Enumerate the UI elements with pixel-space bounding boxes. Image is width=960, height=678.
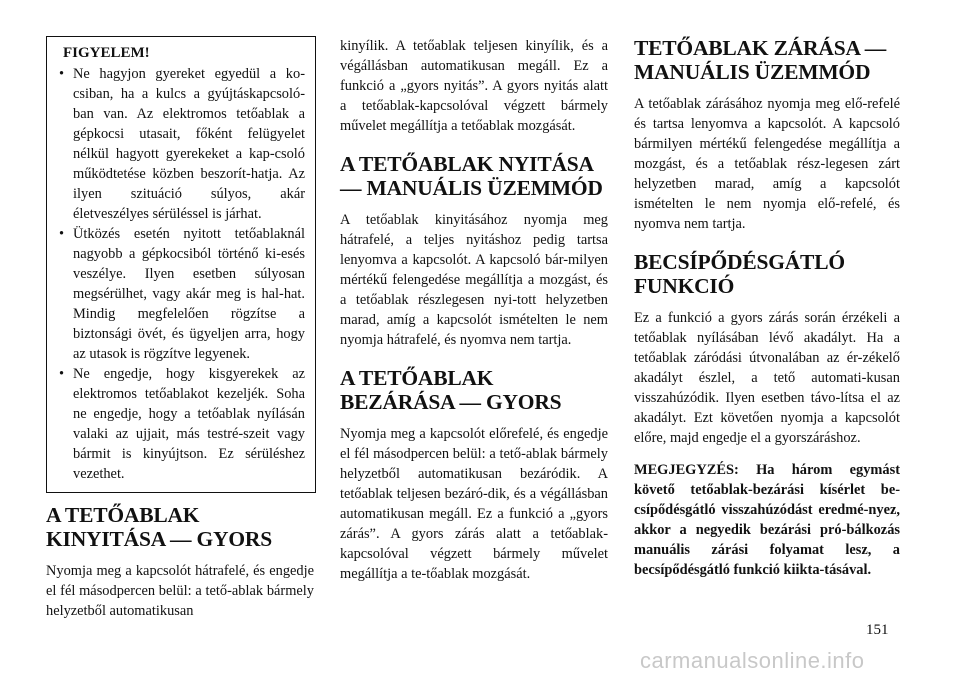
page-number: 151 bbox=[866, 622, 889, 638]
watermark-text: carmanualsonline.info bbox=[640, 648, 865, 673]
note-paragraph: MEGJEGYZÉS: Ha három egymást követő tetőablak-bezárási kísérlet be-csípődésgátló visszahúzódást eredmé-nyez, akkor a negyedik bezárási pró-bálkozás manuális zárási folyamat lesz, a becsípődésgátló funkció kiikta-tásával. bbox=[634, 462, 900, 578]
column-middle bbox=[340, 36, 608, 584]
warning-list bbox=[59, 64, 305, 484]
section-body-close-express: Nyomja meg a kapcsolót előrefelé, és engedje el fél másodpercen belül: a tető-ablak bármely helyzetből automatikusan bezáródik. A tetőablak teljesen bezáró-dik, és a végállásban automatikusan megáll. Ez a funkció a „gyors zárás”. A gyors zárás alatt a tetőablak-kapcsolóval végzett bármely művelet megállítja a te-tőablak mozgását. bbox=[340, 426, 608, 582]
section-heading-close-express: A TETŐABLAK BEZÁRÁSA — GYORS bbox=[340, 366, 562, 414]
section-heading-pinch: BECSÍPŐDÉSGÁTLÓ FUNKCIÓ bbox=[634, 250, 845, 298]
warning-title: FIGYELEM! bbox=[63, 45, 150, 61]
section-body-close-manual: A tetőablak zárásához nyomja meg elő-refelé és tartsa lenyomva a kapcsolót. A kapcsoló bármilyen mértékű felengedése megállítja a mozgást, és a tetőablak rész-legesen zárt helyzetben marad, amíg a kapcsolót ismételten le nem nyomja elő-refelé, és nyomva nem tartja. bbox=[634, 96, 900, 232]
section-heading-open-express: A TETŐABLAK KINYITÁSA — GYORS bbox=[46, 503, 272, 551]
section-body-pinch: Ez a funkció a gyors zárás során érzékeli a tetőablak nyílásában lévő akadályt. Ha a tetőablak záródási útvonalában az ér-zékelő akadályt észlel, a tető automati-kusan visszahúzódik. Ilyen esetben távo-lítsa el az akadályt. Ezt követően nyomja a kapcsolót előre, majd engedje el a gyorszáráshoz. bbox=[634, 310, 900, 446]
section-heading-open-manual: A TETŐABLAK NYITÁSA — MANUÁLIS ÜZEMMÓD bbox=[340, 152, 603, 200]
column-left bbox=[46, 36, 314, 621]
section-heading-close-manual: TETŐABLAK ZÁRÁSA — MANUÁLIS ÜZEMMÓD bbox=[634, 36, 887, 84]
section-body-open-manual: A tetőablak kinyitásához nyomja meg hátrafelé, a teljes nyitáshoz pedig tartsa lenyomva a kapcsolót. A kapcsoló bár-milyen mértékű felengedése megállítja a mozgást, és a tetőablak részlegesen nyi-tott helyzetben marad, amíg a kapcsolót ismételten le nem nyomja hátrafelé, és nyomva nem tartja. bbox=[340, 212, 608, 348]
column-right bbox=[634, 36, 900, 580]
warning-box bbox=[46, 36, 316, 493]
section-body-open-express-part1: Nyomja meg a kapcsolót hátrafelé, és engedje el fél másodpercen belül: a tető-ablak bármely helyzetből automatikusan bbox=[46, 563, 314, 619]
warning-item: • Ne engedje, hogy kisgyerekek az elektromos tetőablakot kezeljék. Soha ne engedje, hogy a tetőablak nyílásán valaki az ujjait, más testré-szeit vagy bármit is kinyújtson. Ez sérüléshez vezethet. bbox=[59, 364, 305, 484]
warning-item: • Ne hagyjon gyereket egyedül a ko-csiban, ha a kulcs a gyújtáskapcsoló-ban van. Az elektromos tetőablak a gépkocsi utasait, főként felügyelet nélkül hagyott gyerekeket a kap-csoló működtetése közben beszorít-hatja. Az ilyen szituáció súlyos, akár életveszélyes sérüléssel is járhat. bbox=[59, 64, 305, 224]
warning-item: • Ütközés esetén nyitott tetőablaknál nagyobb a gépkocsiból történő ki-esés veszélye. Ilyen esetben súlyosan megsérülhet, vagy akár meg is hal-hat. Mindig megfelelően rögzítse a biztonsági övét, és ügyeljen arra, hogy az utasok is rögzítve legyenek. bbox=[59, 224, 305, 364]
section-body-open-express-part2: kinyílik. A tetőablak teljesen kinyílik, és a végállásban automatikusan megáll. Ez a funkció a „gyors nyitás”. A gyors nyitás alatt a tetőablak-kapcsolóval végzett bármely művelet megállítja a tetőablak mozgását. bbox=[340, 38, 608, 134]
